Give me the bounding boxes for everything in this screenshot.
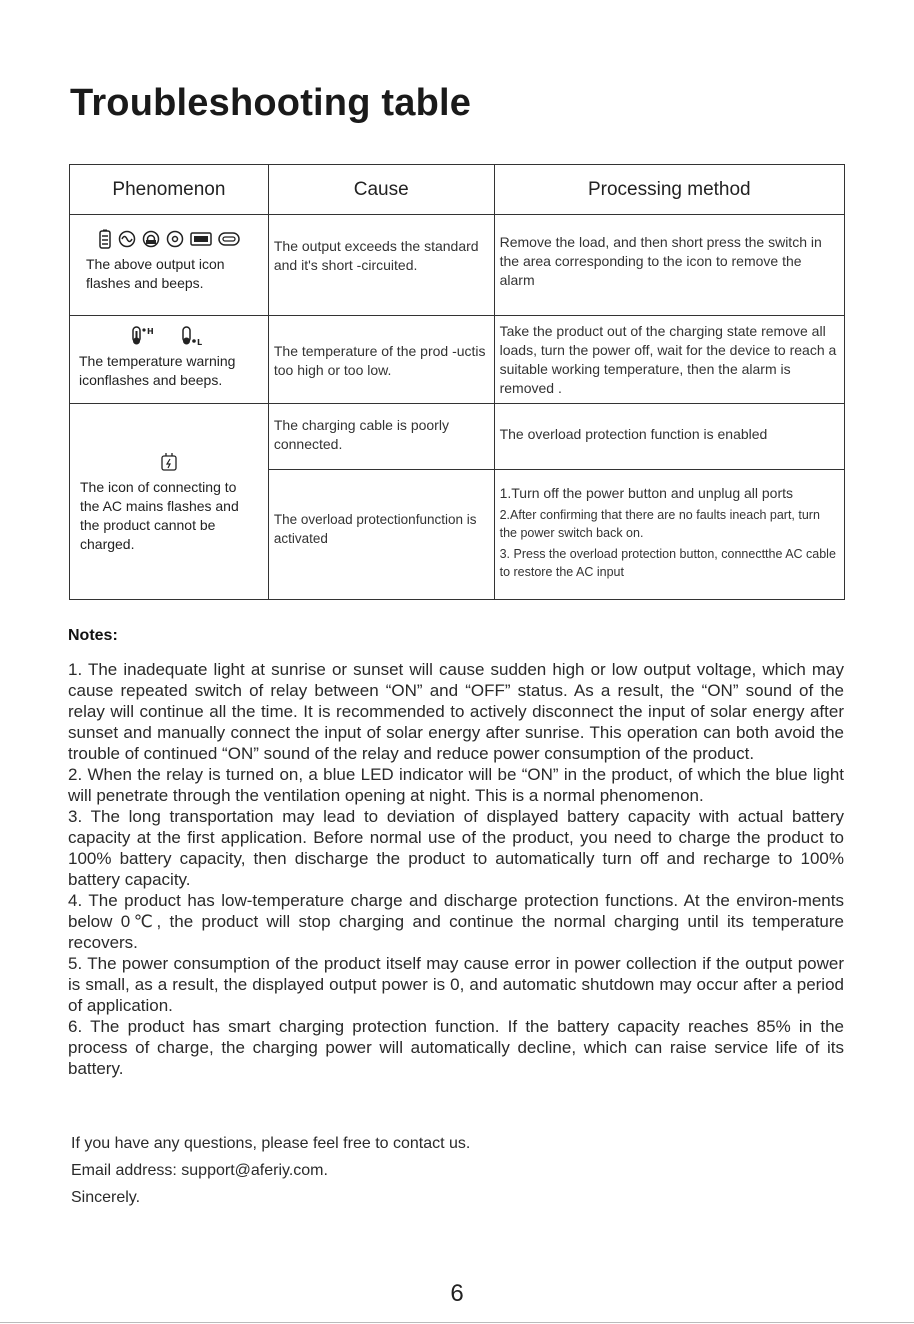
ac-icons-group [70,452,268,472]
page-number: 6 [450,1280,464,1307]
method-step-2: 2.After confirming that there are no faults ineach part, turn the power switch back on. [499,508,820,540]
thermometer-high-icon [131,326,157,346]
temperature-icons-group [70,326,268,346]
cause-text: The output exceeds the standard and it's short -circuited. [273,238,479,273]
ac-wave-icon [118,230,136,248]
signoff-line: Sincerely. [71,1189,141,1206]
usb-c-port-icon [218,232,240,246]
method-text: The overload protection function is enabled [499,426,768,442]
output-icons-group [70,229,268,249]
method-text: Remove the load, and then short press the switch in the area corresponding to the icon to remove the alarm [499,234,822,288]
note-item: 2. When the relay is turned on, a blue LED indicator will be “ON” in the product, of which the blue light will penetrate through the ventilation opening at night. This is a normal phenomenon. [68,765,844,805]
svg-text:L: L [196,338,203,346]
table-row [70,215,845,316]
phenomenon-cell [70,316,269,404]
car-port-icon [142,230,160,248]
email-line: Email address: support@aferiy.com. [71,1162,328,1179]
header-phenomenon: Phenomenon [70,165,269,215]
method-cell [494,404,844,470]
thermometer-low-icon [181,326,207,346]
cause-cell [268,470,494,600]
note-item: 5. The power consumption of the product itself may cause error in power collection if the output power is small, as a result, the displayed output power is 0, and automatic shutdown may occur after a period of application. [68,954,844,1015]
method-cell [494,316,844,404]
cause-text: The temperature of the prod -uctis too high or too low. [273,343,486,378]
phenomenon-text: The icon of connecting to the AC mains flashes and the product cannot be charged. [80,479,239,552]
usb-port-icon [190,232,212,246]
page-title: Troubleshooting table [70,82,472,124]
method-step-3: 3. Press the overload protection button, connectthe AC cable to restore the AC input [499,547,836,579]
note-item: 1. The inadequate light at sunrise or sunset will cause sudden high or low output voltage, which may cause repeated switch of relay between “ON” and “OFF” status. As a result, the “ON” sound of the relay will continue all the time. It is recommended to actively disconnect the input of solar energy after sunset and manually connect the input of solar energy after sunrise. This operation can both avoid the trouble of continued “ON” sound of the relay and reduce power consumption of the product. [68,660,844,763]
method-step-1: 1.Turn off the power button and unplug all ports [499,485,794,501]
cause-text: The overload protectionfunction is activated [273,512,477,546]
note-item: 6. The product has smart charging protection function. If the battery capacity reaches 85% in the process of charge, the charging power will automatically decline, which can raise service life of its battery. [68,1017,844,1078]
svg-text:H: H [146,327,154,336]
method-steps [495,470,844,585]
ac-mains-plug-icon [160,452,178,472]
page-bottom-divider [0,1322,914,1323]
method-cell [494,470,844,600]
note-item: 3. The long transportation may lead to deviation of displayed battery capacity with actual battery capacity at the first application. Before normal use of the product, you need to charge the product to 100% battery capacity, then discharge the product to automatically turn off and recharge to 100% battery capacity. [68,807,844,889]
note-item: 4. The product has low-temperature charge and discharge protection functions. At the environ-ments below 0℃, the product will stop charging and continue the normal charging until its temperature recovers. [68,891,844,952]
phenomenon-cell [70,215,269,316]
table-header-row [70,165,845,215]
phenomenon-cell [70,404,269,600]
phenomenon-text: The temperature warning iconflashes and beeps. [79,353,236,388]
contact-block [71,1130,470,1211]
cause-cell [268,215,494,316]
cause-cell [268,404,494,470]
method-text: Take the product out of the charging state remove all loads, turn the power off, wait for the device to reach a suitable working temperature, then the alarm is removed . [499,323,837,396]
notes-heading: Notes: [68,627,118,644]
notes-list [68,659,844,1079]
dc-port-icon [166,230,184,248]
header-cause: Cause [268,165,494,215]
table-row [70,316,845,404]
method-cell [494,215,844,316]
cause-cell [268,316,494,404]
battery-output-icon [98,229,112,249]
phenomenon-text: The above output icon flashes and beeps. [86,256,225,291]
cause-text: The charging cable is poorly connected. [273,417,449,452]
contact-line: If you have any questions, please feel free to contact us. [71,1135,471,1152]
table-row [70,404,845,470]
header-processing-method: Processing method [494,165,844,215]
troubleshooting-table [69,164,845,600]
